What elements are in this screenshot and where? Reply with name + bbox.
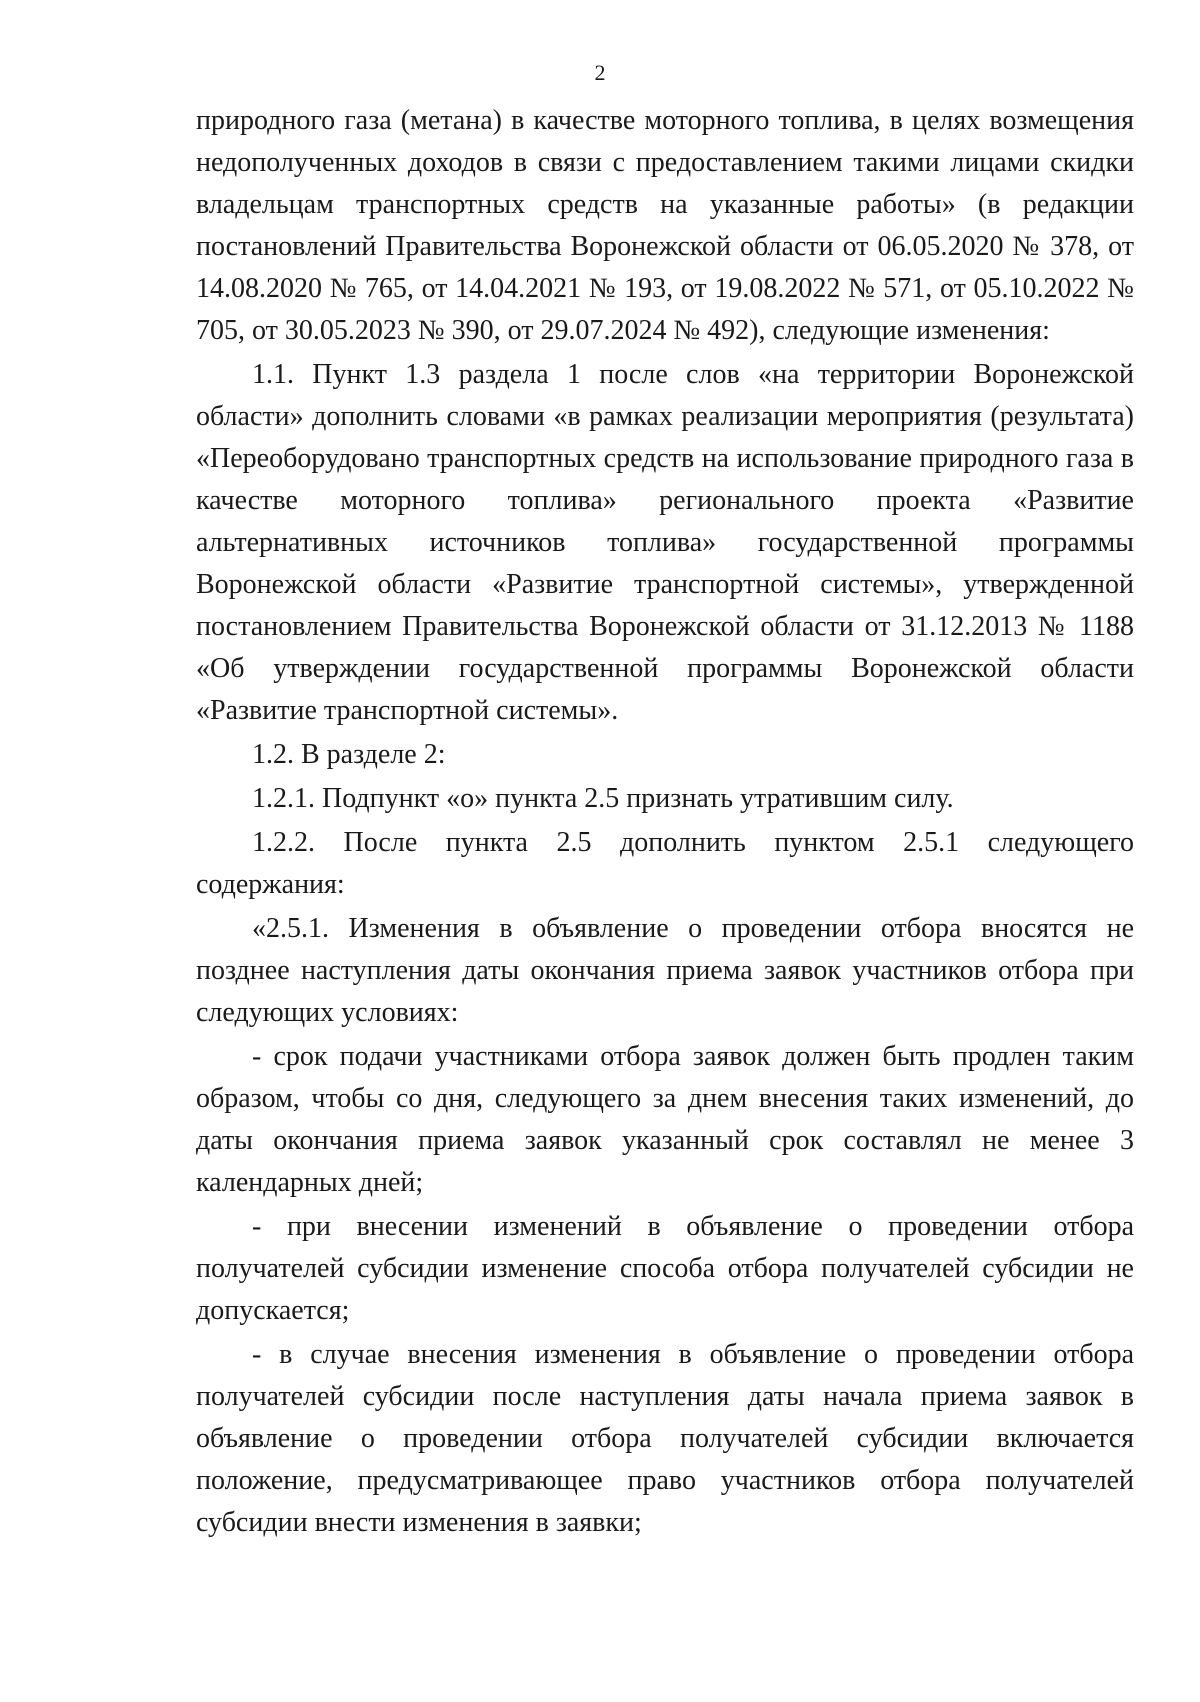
- paragraph-item-1-2-1: 1.2.1. Подпункт «о» пункта 2.5 признать утратившим силу.: [252, 783, 954, 814]
- paragraph-item-1-2-2: 1.2.2. После пункта 2.5 дополнить пунктом 2.5.1 следующего содержания:: [196, 827, 1134, 900]
- paragraph-condition-2: - при внесении изменений в объявление о проведении отбора получателей субсидии изменение способа отбора получателей субсидии не допускается;: [196, 1211, 1134, 1326]
- paragraph-item-2-5-1: «2.5.1. Изменения в объявление о проведении отбора вносятся не позднее наступления даты окончания приема заявок участников отбора при следующих условиях:: [196, 913, 1134, 1028]
- paragraph-condition-3: - в случае внесения изменения в объявление о проведении отбора получателей субсидии после наступления даты начала приема заявок в объявление о проведении отбора получателей субсидии включается положение, предусматривающее право участников отбора получателей субсидии внести изменения в заявки;: [196, 1339, 1134, 1538]
- document-body: [196, 100, 1134, 1546]
- paragraph-item-1-2: 1.2. В разделе 2:: [252, 739, 446, 770]
- paragraph-item-1-1: 1.1. Пункт 1.3 раздела 1 после слов «на территории Воронежской области» дополнить словами «в рамках реализации мероприятия (результата) «Переоборудовано транспортных средств на использование природного газа в качестве моторного топлива» регионального проекта «Развитие альтернативных источников топлива» государственной программы Воронежской области «Развитие транспортной системы», утвержденной постановлением Правительства Воронежской области от 31.12.2013 № 1188 «Об утверждении государственной программы Воронежской области «Развитие транспортной системы».: [196, 359, 1134, 726]
- paragraph-condition-1: - срок подачи участниками отбора заявок должен быть продлен таким образом, чтобы со дня, следующего за днем внесения таких изменений, до даты окончания приема заявок указанный срок составлял не менее 3 календарных дней;: [196, 1041, 1134, 1198]
- page-number: 2: [594, 60, 606, 85]
- paragraph-continuation: природного газа (метана) в качестве моторного топлива, в целях возмещения недополученных доходов в связи с предоставлением такими лицами скидки владельцам транспортных средств на указанные работы» (в редакции постановлений Правительства Воронежской области от 06.05.2020 № 378, от 14.08.2020 № 765, от 14.04.2021 № 193, от 19.08.2022 № 571, от 05.10.2022 № 705, от 30.05.2023 № 390, от 29.07.2024 № 492), следующие изменения:: [196, 105, 1134, 346]
